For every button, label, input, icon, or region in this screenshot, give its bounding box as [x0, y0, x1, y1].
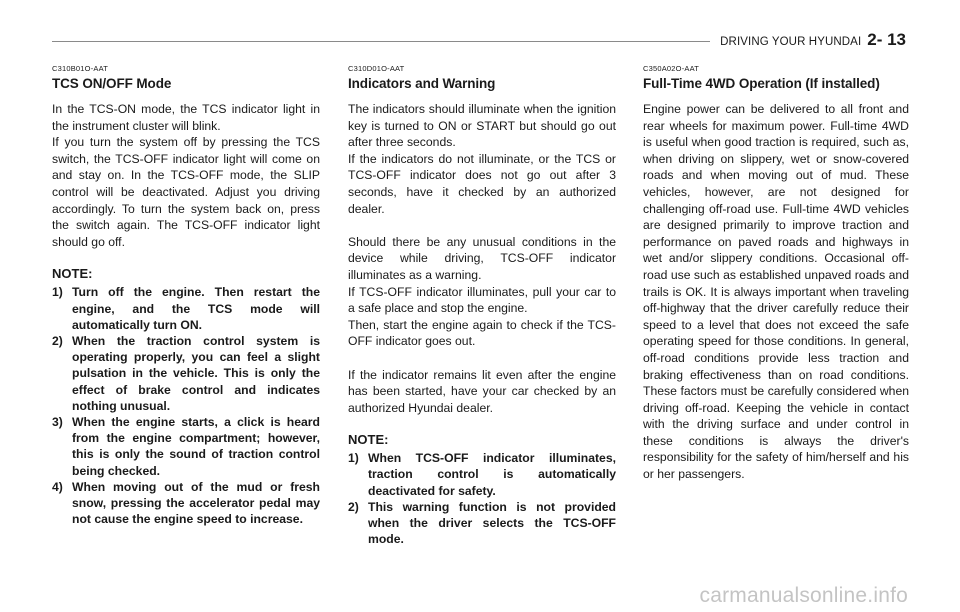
section-name: DRIVING YOUR HYUNDAI — [720, 36, 862, 48]
note-number: 2) — [348, 499, 359, 514]
paragraph: If the indicator remains lit even after the engine has been started, have your car checked by an authorized Hyundai dealer. — [348, 367, 616, 415]
note-number: 1) — [52, 285, 63, 300]
note-text: This warning function is not provided when the driver selects the TCS-OFF mode. — [368, 499, 616, 547]
section-code: C310D01O-AAT — [348, 64, 405, 73]
note-list — [348, 450, 616, 547]
paragraph: The indicators should illuminate when the ignition key is turned to ON or START but should go out after three seconds. If the indicators do not illuminate, or the TCS or TCS-OFF indicator does not go out after 3 seconds, have it checked by an authorized dealer. — [348, 102, 616, 216]
note-number: 2) — [52, 333, 63, 348]
paragraph: Engine power can be delivered to all front and rear wheels for maximum power. Full-time 4WD is useful when good traction is required, such as, when driving on slippery, wet or snow-covered roads and when moving out of mud. These vehicles, however, are not designed for challenging off-road use. Full-time 4WD vehicles are designed primarily to improve traction and performance on paved roads and highways in wet and/or slippery conditions. Occasional off-road use such as established unpaved roads and trails is OK. It is always important when traveling off-highway that the driver carefully reduce their speed to a level that does not exceed the safe operating speed for those conditions. In general, off-road conditions provide less traction and braking effectiveness than on road conditions. These factors must be carefully considered when driving off-road. Keeping the vehicle in contact with the driving surface and under control in these conditions is always the driver's responsibility for the safety of him/herself and his or her passengers. — [643, 102, 909, 482]
column-indicators-warning — [348, 64, 616, 548]
note-label: NOTE: — [348, 432, 389, 448]
note-text: When the engine starts, a click is heard from the engine compartment; however, this is only the sound of traction control being checked. — [72, 414, 320, 478]
watermark: carmanualsonline.info — [699, 584, 908, 607]
note-item — [348, 499, 616, 548]
note-label: NOTE: — [52, 266, 93, 282]
section-title: Indicators and Warning — [348, 76, 496, 91]
section-code: C350A02O-AAT — [643, 64, 700, 73]
section-title: TCS ON/OFF Mode — [52, 76, 172, 91]
note-item — [52, 333, 320, 414]
header-rule — [52, 41, 710, 42]
note-item — [52, 414, 320, 479]
note-text: Turn off the engine. Then restart the engine, and the TCS mode will automatically turn ON. — [72, 285, 320, 332]
note-text: When moving out of the mud or fresh snow, pressing the accelerator pedal may not cause the engine speed to increase. — [72, 479, 320, 527]
note-text: When the traction control system is operating properly, you can feel a slight pulsation in the vehicle. This is only the effect of brake control and indicates nothing unusual. — [72, 333, 320, 413]
column-full-time-4wd — [643, 64, 909, 483]
note-item — [348, 450, 616, 499]
page-header — [720, 30, 906, 50]
section-title: Full-Time 4WD Operation (If installed) — [643, 76, 880, 91]
note-item — [52, 479, 320, 528]
note-list — [52, 284, 320, 527]
note-text: When TCS-OFF indicator illuminates, traction control is automatically deactivated for safety. — [368, 451, 616, 498]
column-tcs-on-off — [52, 64, 320, 527]
section-code: C310B01O-AAT — [52, 64, 109, 73]
paragraph: If you turn the system off by pressing the TCS switch, the TCS-OFF indicator light will come on and stay on. In the TCS-OFF mode, the SLIP control will be deactivated. Adjust you driving accordingly. To turn the system back on, press the switch again. The TCS-OFF indicator light should go off. — [52, 135, 320, 249]
note-item — [52, 284, 320, 333]
note-number: 3) — [52, 414, 63, 429]
paragraph: Should there be any unusual conditions in the device while driving, TCS-OFF indicator illuminates as a warning. If TCS-OFF indicator illuminates, pull your car to a safe place and stop the engine. Then, start the engine again to check if the TCS-OFF indicator goes out. — [348, 234, 616, 349]
note-number: 4) — [52, 479, 63, 494]
note-number: 1) — [348, 451, 359, 466]
paragraph: In the TCS-ON mode, the TCS indicator light in the instrument cluster will blink. — [52, 102, 320, 133]
page-number: 2- 13 — [867, 30, 906, 49]
